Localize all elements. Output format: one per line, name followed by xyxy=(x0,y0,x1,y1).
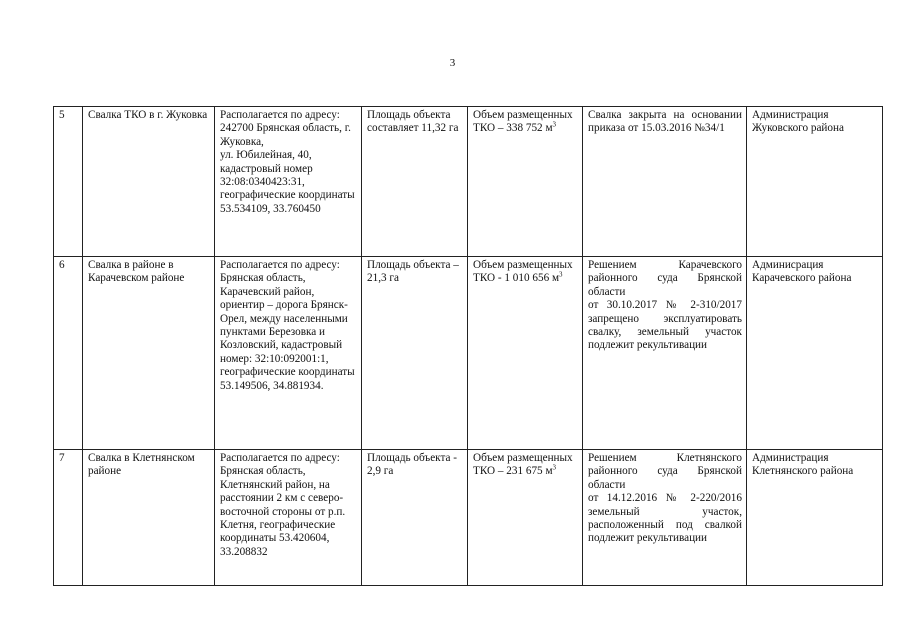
landfill-name: Свалка в Клетнянском районе xyxy=(83,450,215,586)
landfill-area: Площадь объекта – 21,3 га xyxy=(362,257,468,450)
cubic-superscript: 3 xyxy=(552,463,557,472)
responsible-administration: Админисрация Карачевского района xyxy=(747,257,883,450)
landfill-volume: Объем размещенных ТКО – 338 752 м xyxy=(473,109,573,135)
landfill-status: Свалка закрыта на основании приказа от 15.03.2016 №34/1 xyxy=(583,107,747,257)
landfill-area: Площадь объекта составляет 11,32 га xyxy=(362,107,468,257)
landfill-location: Располагается по адресу: Брянская область, Клетнянский район, на расстоянии 2 км с северо-восточной стороны от р.п. Клетня, географические координаты 53.420604, 33.208832 xyxy=(215,450,362,586)
landfill-name: Свалка ТКО в г. Жуковка xyxy=(83,107,215,257)
table-row xyxy=(54,450,883,586)
row-number: 5 xyxy=(54,107,83,257)
landfill-status: Решением Клетнянского районного суда Брянской области от 14.12.2016 № 2-220/2016 земельный участок, расположенный под свалкой подлежит рекультивации xyxy=(583,450,747,586)
table-row xyxy=(54,257,883,450)
responsible-administration: Администрация Клетнянского района xyxy=(747,450,883,586)
table-row xyxy=(54,107,883,257)
landfill-volume-cell xyxy=(468,107,583,257)
landfill-table xyxy=(53,106,883,586)
landfill-volume: Объем размещенных ТКО – 231 675 м xyxy=(473,452,573,478)
row-number: 7 xyxy=(54,450,83,586)
responsible-administration: Администрация Жуковского района xyxy=(747,107,883,257)
landfill-area: Площадь объекта - 2,9 га xyxy=(362,450,468,586)
landfill-name: Свалка в районе в Карачевском районе xyxy=(83,257,215,450)
cubic-superscript: 3 xyxy=(559,270,563,279)
landfill-volume-cell xyxy=(468,450,583,586)
landfill-location: Располагается по адресу: Брянская область, Карачевский район, ориентир – дорога Брянск-Орел, между населенными пунктами Березовка и Козловский, кадастровый номер: 32:10:092001:1, географические координаты 53.149506, 34.881934. xyxy=(215,257,362,450)
landfill-location: Располагается по адресу: 242700 Брянская область, г. Жуковка, ул. Юбилейная, 40, кадастровый номер 32:08:0340423:31, географические координаты 53.534109, 33.760450 xyxy=(215,107,362,257)
landfill-volume-cell xyxy=(468,257,583,450)
cubic-superscript: 3 xyxy=(552,120,557,129)
page-number: 3 xyxy=(449,57,456,69)
landfill-status: Решением Карачевского районного суда Брянской области от 30.10.2017 № 2-310/2017 запрещено эксплуатировать свалку, земельный участок подлежит рекультивации xyxy=(583,257,747,450)
landfill-volume: Объем размещенных ТКО - 1 010 656 м xyxy=(473,259,573,285)
row-number: 6 xyxy=(54,257,83,450)
